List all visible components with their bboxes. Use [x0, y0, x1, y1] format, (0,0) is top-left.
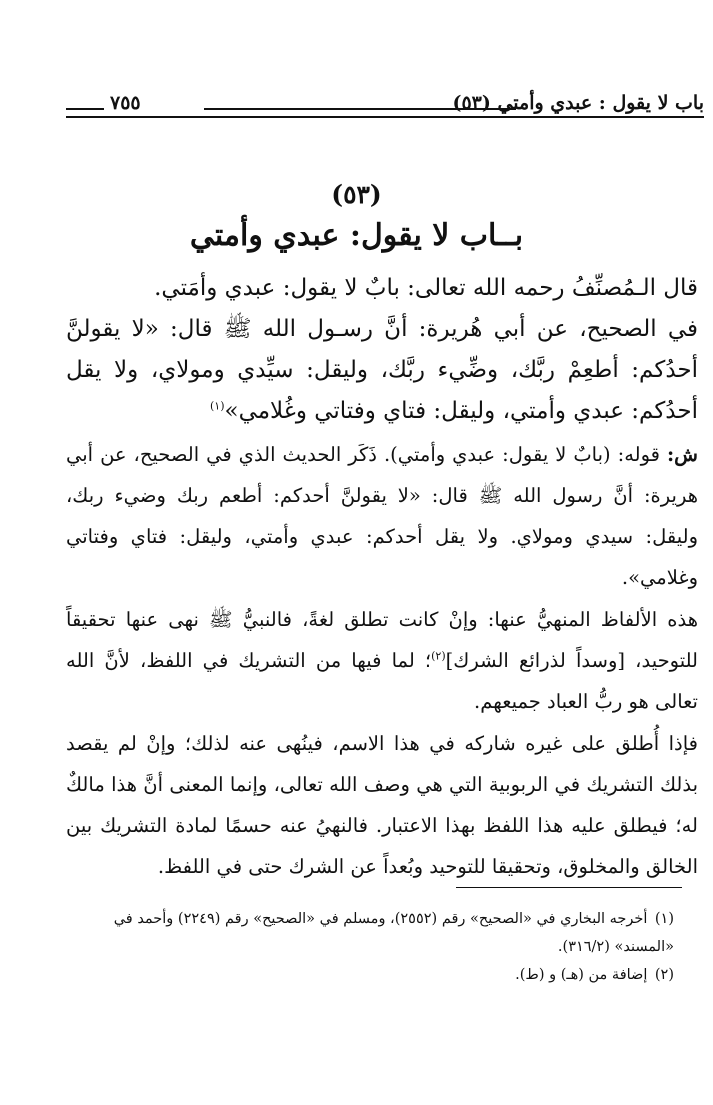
- footnote-number: (٢): [654, 967, 674, 983]
- footnote-text: إضافة من (هـ) و (ط).: [515, 967, 648, 983]
- footnote-ref-1: (١): [209, 399, 225, 413]
- page-number-dash: [66, 108, 104, 110]
- commentary-text-3: فإذا أُطلق على غيره شاركه في هذا الاسم، فينُهى عنه لذلك؛ وإنْ لم يقصد بذلك التشريك في الربوبية التي هي وصف الله تعالى، وإنما المعنى أنَّ هذا مالكٌ له؛ فيطلق عليه هذا اللفظ بهذا الاعتبار. فالنهيُ عنه حسمًا لمادة التشريك بين الخالق والمخلوق، وتحقيقا للتوحيد وبُعداً عن الشرك حتى في اللفظ.: [66, 732, 698, 878]
- footnote-item: [66, 961, 674, 989]
- page-number: ٧٥٥: [110, 92, 141, 114]
- footnote-number: (١): [654, 911, 674, 927]
- header-title: باب لا يقول : عبدي وأمتي (٥٣): [452, 92, 704, 114]
- commentary-paragraph-2: [66, 599, 698, 722]
- commentary-paragraph-1: [66, 434, 698, 598]
- author-statement: قال الـمُصنِّفُ رحمه الله تعالى: بابٌ لا يقول: عبدي وأمَتي.: [154, 275, 698, 301]
- commentary-text-2a: هذه الألفاظ المنهيُّ عنها: وإنْ كانت تطلق لغةً، فالنبيُّ ﷺ نهى عنها تحقيقاً للتوحيد، [وسداً لذرائع الشرك]: [66, 608, 698, 672]
- commentary-marker: ش:: [666, 443, 698, 466]
- footnote-ref-2: (٢): [431, 649, 446, 663]
- footnote-separator: [456, 887, 682, 888]
- footnotes: [66, 905, 674, 989]
- commentary-text-1: قوله: (بابٌ لا يقول: عبدي وأمتي). ذَكَر الحديث الذي في الصحيح، عن أبي هريرة: أنَّ رسول الله ﷺ قال: «لا يقولنَّ أحدكم: أطعم ربك وضيء ربك، وليقل: سيدي ومولاي. ولا يقل أحدكم: عبدي وأمتي، وليقل: فتاي وفتاتي وغلامي».: [66, 443, 698, 589]
- text-paragraph-1: [66, 268, 698, 309]
- footnote-item: [66, 905, 674, 961]
- commentary-paragraph-3: [66, 723, 698, 887]
- header-underline: [66, 116, 704, 118]
- header-title-rule: [204, 108, 516, 110]
- commentary-text-2b: ؛ لما فيها من التشريك في اللفظ، لأنَّ الله تعالى هو ربُّ العباد جميعهم.: [66, 649, 698, 713]
- footnote-text: أخرجه البخاري في «الصحيح» رقم (٢٥٥٢)، ومسلم في «الصحيح» رقم (٢٢٤٩) وأحمد في «المسند» (٣١٦/٢).: [113, 911, 674, 955]
- hadith-text: في الصحيح، عن أبي هُريرة: أنَّ رسـول الله ﷺ قال: «لا يقولنَّ أحدُكم: أطعِمْ ربَّك، وضِّيء ربَّك، وليقل: سيِّدي ومولاي، ولا يقل أحدُكم: عبدي وأمتي، وليقل: فتاي وفتاتي وغُلامي»: [66, 316, 698, 424]
- chapter-number: (٥٣): [331, 180, 382, 209]
- chapter-title: بــاب لا يقول: عبدي وأمتي: [189, 218, 524, 253]
- text-paragraph-2: [66, 309, 698, 432]
